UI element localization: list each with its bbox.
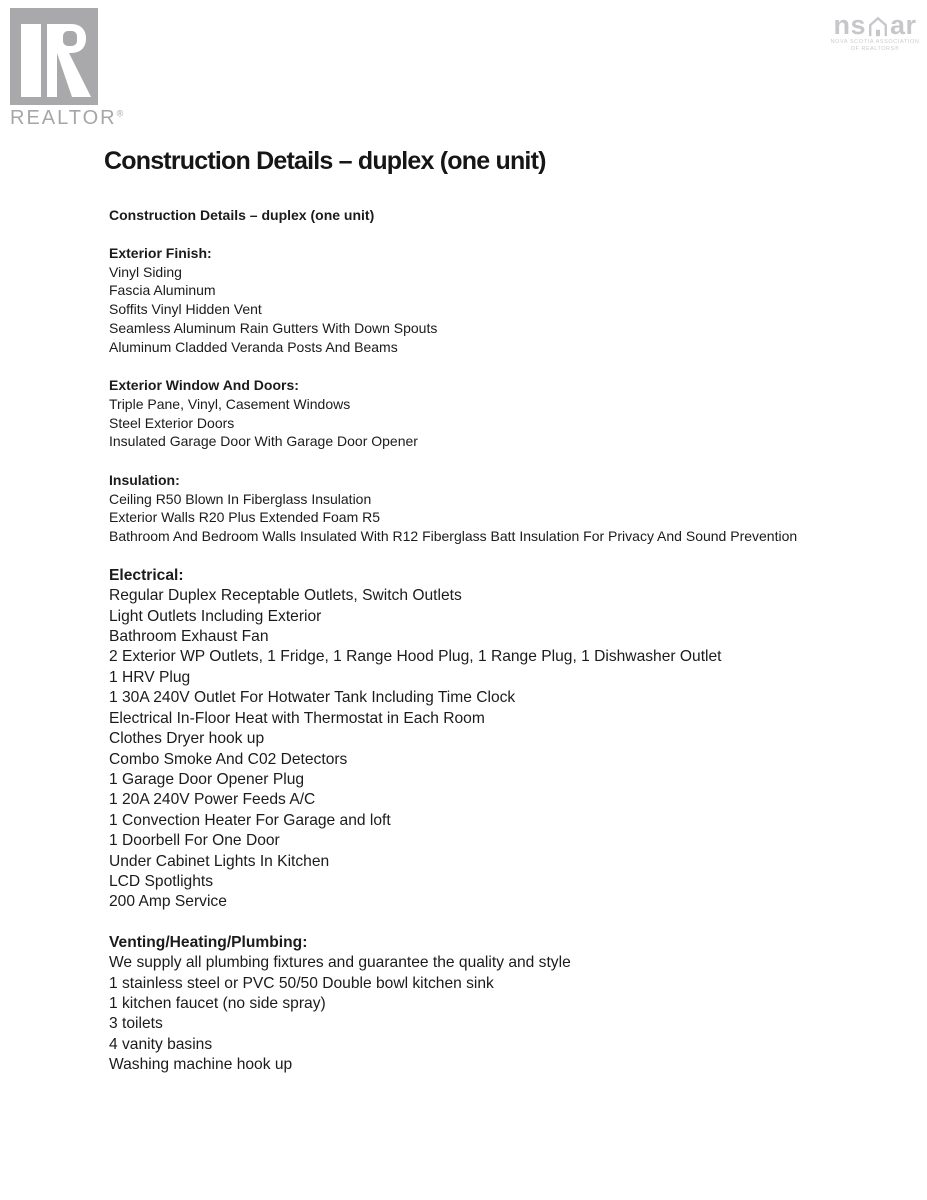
section-item: 1 20A 240V Power Feeds A/C	[109, 791, 316, 809]
section	[109, 933, 904, 1076]
house-icon	[867, 16, 889, 38]
section-item: 1 stainless steel or PVC 50/50 Double bowl kitchen sink	[109, 974, 494, 992]
section-item: Aluminum Cladded Veranda Posts And Beams	[109, 338, 398, 355]
section-item: Washing machine hook up	[109, 1056, 293, 1074]
section-heading: Electrical:	[109, 566, 184, 584]
section-item: 1 Convection Heater For Garage and loft	[109, 811, 391, 829]
section-item: 1 HRV Plug	[109, 668, 191, 686]
section-item: LCD Spotlights	[109, 872, 214, 890]
section-item: Steel Exterior Doors	[109, 414, 235, 431]
section-item: Under Cabinet Lights In Kitchen	[109, 852, 330, 870]
section-item: Triple Pane, Vinyl, Casement Windows	[109, 395, 351, 412]
section-heading: Exterior Window And Doors:	[109, 377, 299, 394]
section-item: 2 Exterior WP Outlets, 1 Fridge, 1 Range Hood Plug, 1 Range Plug, 1 Dishwasher Outlet	[109, 648, 722, 666]
section-item: Fascia Aluminum	[109, 282, 216, 299]
section-item: Bathroom And Bedroom Walls Insulated With R12 Fiberglass Batt Insulation For Privacy And Sound Prevention	[109, 528, 798, 545]
section-item: Seamless Aluminum Rain Gutters With Down Spouts	[109, 319, 438, 336]
section-item: 4 vanity basins	[109, 1035, 213, 1053]
section-item: Light Outlets Including Exterior	[109, 607, 322, 625]
section-item: Electrical In-Floor Heat with Thermostat in Each Room	[109, 709, 485, 727]
realtor-wordmark	[10, 107, 124, 130]
sections-container	[109, 244, 904, 1076]
nsar-word-left: ns	[833, 10, 866, 40]
section-item: Vinyl Siding	[109, 263, 182, 280]
section-item: 1 30A 240V Outlet For Hotwater Tank Including Time Clock	[109, 689, 516, 707]
section-item: Exterior Walls R20 Plus Extended Foam R5	[109, 509, 381, 526]
section	[109, 471, 904, 546]
section-item: Bathroom Exhaust Fan	[109, 628, 269, 646]
nsar-subtext-line1: NOVA SCOTIA ASSOCIATION	[830, 39, 920, 45]
section-item: Soffits Vinyl Hidden Vent	[109, 301, 262, 318]
section-heading: Venting/Heating/Plumbing:	[109, 933, 308, 951]
realtor-logo	[10, 8, 124, 130]
section-item: Combo Smoke And C02 Detectors	[109, 750, 348, 768]
nsar-word-right: ar	[889, 10, 917, 40]
section-heading: Exterior Finish:	[109, 245, 212, 261]
section-item: 200 Amp Service	[109, 893, 227, 911]
section-item: 1 kitchen faucet (no side spray)	[109, 994, 326, 1012]
realtor-r-icon	[10, 8, 98, 105]
section-heading: Insulation:	[109, 472, 180, 489]
section-item: Clothes Dryer hook up	[109, 730, 265, 748]
nsar-subtext-line2: OF REALTORS®	[850, 46, 900, 52]
document-content	[104, 146, 904, 1076]
page-title: Construction Details – duplex (one unit)	[104, 147, 546, 175]
document-subtitle: Construction Details – duplex (one unit)	[109, 207, 375, 223]
section	[109, 566, 904, 913]
section-item: 1 Garage Door Opener Plug	[109, 770, 305, 788]
section-item: 3 toilets	[109, 1015, 163, 1033]
section-item: 1 Doorbell For One Door	[109, 832, 280, 850]
realtor-word-text: REALTOR	[10, 107, 117, 129]
section-item: Insulated Garage Door With Garage Door Opener	[109, 433, 418, 450]
section-item: Ceiling R50 Blown In Fiberglass Insulation	[109, 490, 372, 507]
nsar-wordmark	[828, 12, 922, 39]
section	[109, 244, 904, 356]
section-item: We supply all plumbing fixtures and guarantee the quality and style	[109, 954, 571, 972]
nsar-logo	[828, 12, 922, 53]
section	[109, 376, 904, 451]
section-item: Regular Duplex Receptable Outlets, Switch Outlets	[109, 587, 462, 605]
registered-mark: ®	[116, 108, 124, 119]
